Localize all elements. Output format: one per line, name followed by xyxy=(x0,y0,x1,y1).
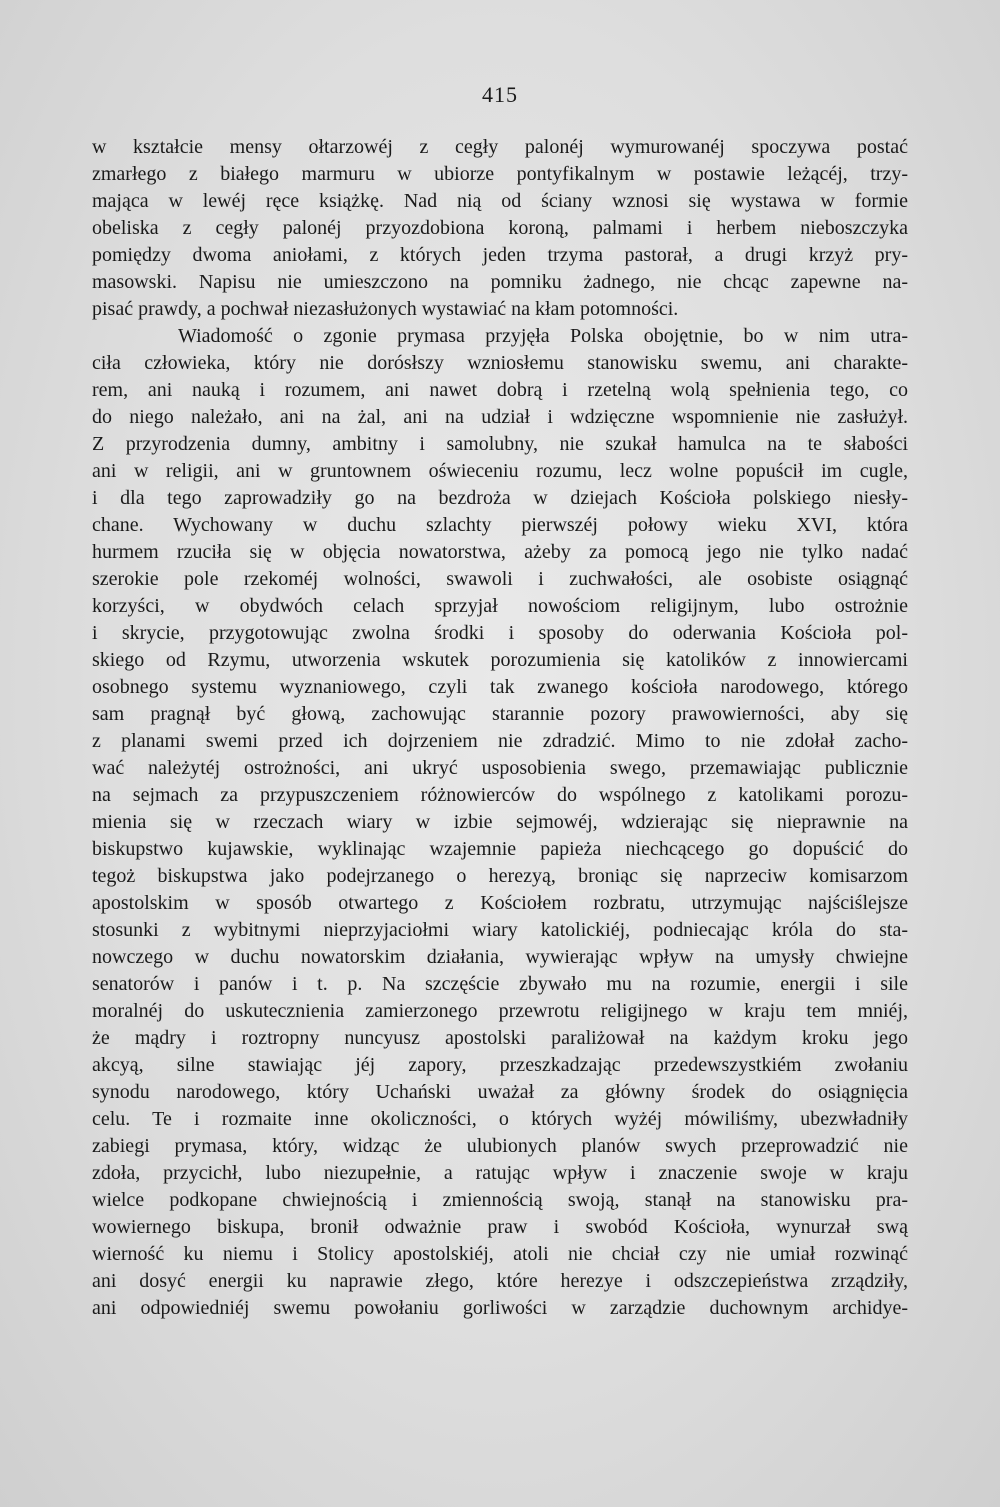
text-line: na sejmach za przypuszczeniem różnowierców do wspólnego z katolikami porozu- xyxy=(92,784,908,806)
text-line: ani odpowiedniéj swemu powołaniu gorliwości w zarządzie duchownym archidye- xyxy=(92,1297,908,1319)
text-line: w kształcie mensy ołtarzowéj z cegły palonéj wymurowanéj spoczywa postać xyxy=(92,136,908,158)
text-line: ciła człowieka, który nie dorósłszy wzniosłemu stanowisku swemu, ani charakte- xyxy=(92,352,908,374)
text-line: pomiędzy dwoma aniołami, z których jeden trzyma pastorał, a drugi krzyż pry- xyxy=(92,244,908,266)
text-line: że mądry i roztropny nuncyusz apostolski paraliżował na każdym kroku jego xyxy=(92,1027,908,1049)
text-line: masowski. Napisu nie umieszczono na pomniku żadnego, nie chcąc zapewne na- xyxy=(92,271,908,293)
text-line: senatorów i panów i t. p. Na szczęście zbywało mu na rozumie, energii i sile xyxy=(92,973,908,995)
paragraph-start-line: Wiadomość o zgonie prymasa przyjęła Polska obojętnie, bo w nim utra- xyxy=(178,325,908,347)
text-line: ani dosyć energii ku naprawie złego, które herezye i odszczepieństwa zrządziły, xyxy=(92,1270,908,1292)
text-line: do niego należało, ani na żal, ani na udział i wdzięczne wspomnienie nie zasłużył. xyxy=(92,406,908,428)
text-line: sam pragnął być głową, zachowując starannie pozory prawowierności, aby się xyxy=(92,703,908,725)
body-text xyxy=(92,134,908,1322)
text-line: wielce podkopane chwiejnością i zmiennością swoją, stanął na stanowisku pra- xyxy=(92,1189,908,1211)
text-line: Z przyrodzenia dumny, ambitny i samolubny, nie szukał hamulca na te słabości xyxy=(92,433,908,455)
text-line: mienia się w rzeczach wiary w izbie sejmowéj, wdzierając się nieprawnie na xyxy=(92,811,908,833)
text-line: celu. Te i rozmaite inne okoliczności, o których wyżéj mówiliśmy, ubezwładniły xyxy=(92,1108,908,1130)
text-line: z planami swemi przed ich dojrzeniem nie zdradzić. Mimo to nie zdołał zacho- xyxy=(92,730,908,752)
text-line: akcyą, silne stawiając jéj zapory, przeszkadzając przedewszystkiém zwołaniu xyxy=(92,1054,908,1076)
text-line: tegoż biskupstwa jako podejrzanego o herezyą, broniąc się naprzeciw komisarzom xyxy=(92,865,908,887)
text-line: biskupstwo kujawskie, wyklinając wzajemnie papieża niechcącego go dopuścić do xyxy=(92,838,908,860)
text-line: skiego od Rzymu, utworzenia wskutek porozumienia się katolików z innowiercami xyxy=(92,649,908,671)
text-line: nowczego w duchu nowatorskim działania, wywierając wpływ na umysły chwiejne xyxy=(92,946,908,968)
text-line: mająca w lewéj ręce książkę. Nad nią od ściany wznosi się wystawa w formie xyxy=(92,190,908,212)
text-line: wowiernego biskupa, bronił odważnie praw i swobód Kościoła, wynurzał swą xyxy=(92,1216,908,1238)
text-line: osobnego systemu wyznaniowego, czyli tak zwanego kościoła narodowego, którego xyxy=(92,676,908,698)
text-line: rem, ani nauką i rozumem, ani nawet dobrą i rzetelną wolą spełnienia tego, co xyxy=(92,379,908,401)
text-line: korzyści, w obydwóch celach sprzyjał nowościom religijnym, lubo ostrożnie xyxy=(92,595,908,617)
text-line: i skrycie, przygotowując zwolna środki i sposoby do oderwania Kościoła pol- xyxy=(92,622,908,644)
text-line: zdoła, przycichł, lubo niezupełnie, a ratując wpływ i znaczenie swoje w kraju xyxy=(92,1162,908,1184)
text-line: szerokie pole rzekoméj wolności, swawoli i zuchwałości, ale osobiste osiągnąć xyxy=(92,568,908,590)
text-line: zmarłego z białego marmuru w ubiorze pontyfikalnym w postawie leżącéj, trzy- xyxy=(92,163,908,185)
text-line: zabiegi prymasa, który, widząc że ulubionych planów swych przeprowadzić nie xyxy=(92,1135,908,1157)
text-line: stosunki z wybitnymi nieprzyjaciołmi wiary katolickiéj, podniecając króla do sta- xyxy=(92,919,908,941)
text-line: synodu narodowego, który Uchański uważał za główny środek do osiągnięcia xyxy=(92,1081,908,1103)
text-line: i dla tego zaprowadziły go na bezdroża w dziejach Kościoła polskiego niesły- xyxy=(92,487,908,509)
page-number: 415 xyxy=(482,82,518,107)
text-line: pisać prawdy, a pochwał niezasłużonych wystawiać na kłam potomności. xyxy=(92,298,679,320)
text-line: apostolskim w sposób otwartego z Kościołem rozbratu, utrzymując najściślejsze xyxy=(92,892,908,914)
text-line: obeliska z cegły palonéj przyozdobiona koroną, palmami i herbem nieboszczyka xyxy=(92,217,908,239)
text-line: chane. Wychowany w duchu szlachty pierwszéj połowy wieku XVI, która xyxy=(92,514,908,536)
text-line: wać należytéj ostrożności, ani ukryć usposobienia swego, przemawiając publicznie xyxy=(92,757,908,779)
text-line: hurmem rzuciła się w objęcia nowatorstwa, ażeby za pomocą jego nie tylko nadać xyxy=(92,541,908,563)
text-line: ani w religii, ani w gruntownem oświeceniu rozumu, lecz wolne popuścił im cugle, xyxy=(92,460,908,482)
text-line: wierność ku niemu i Stolicy apostolskiéj, atoli nie chciał czy nie umiał rozwinąć xyxy=(92,1243,908,1265)
text-line: moralnéj do uskutecznienia zamierzonego przewrotu religijnego w kraju tem mniéj, xyxy=(92,1000,908,1022)
